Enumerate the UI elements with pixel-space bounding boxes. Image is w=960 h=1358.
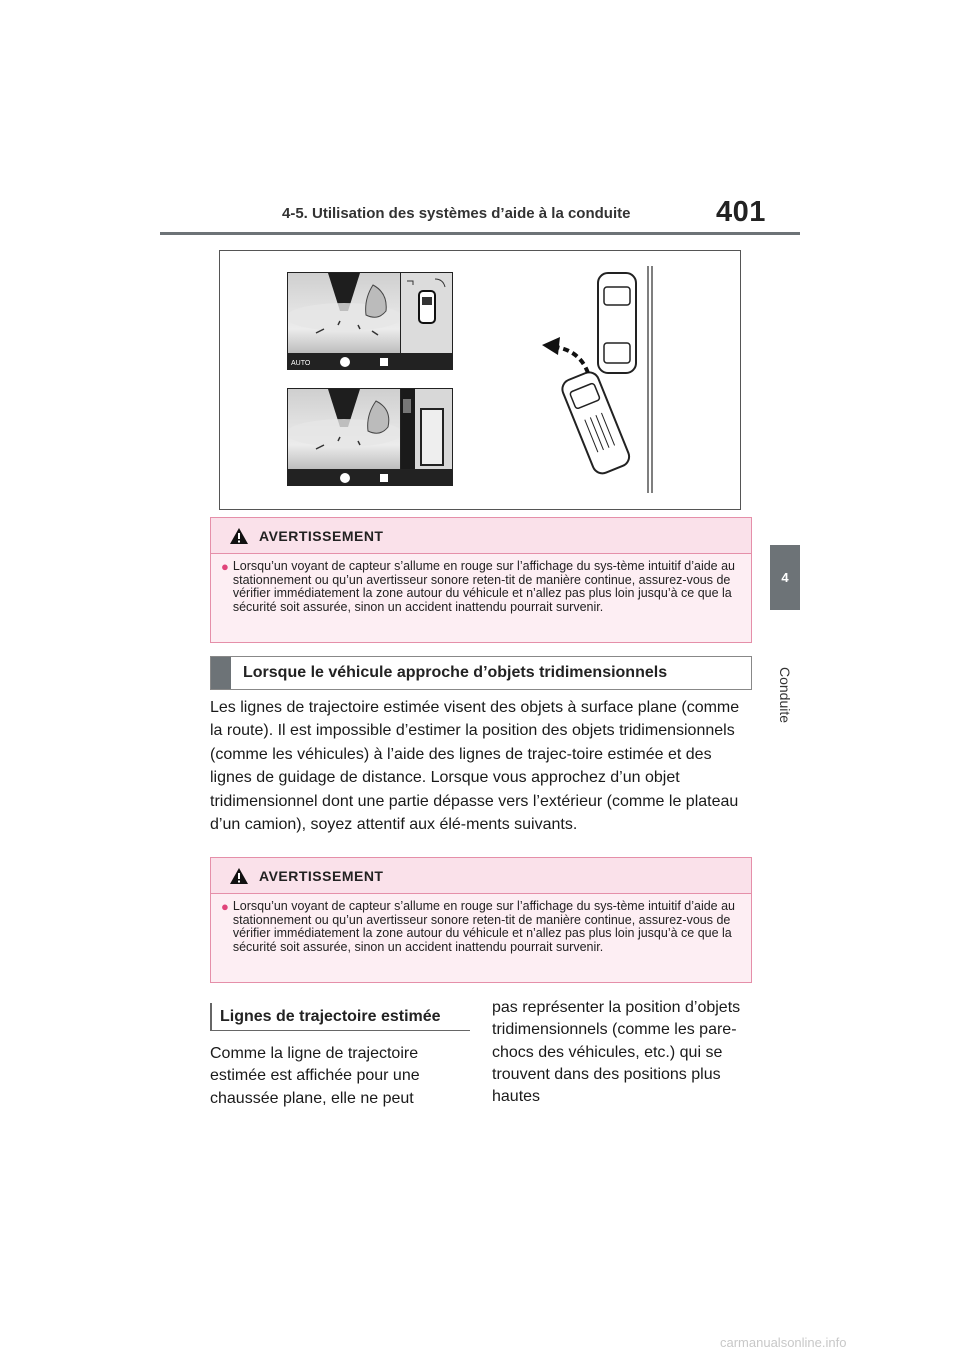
screen-status-bar — [288, 353, 452, 369]
sensor-icon — [340, 473, 350, 483]
bullet-icon: ● — [221, 559, 229, 574]
warning-header — [211, 858, 751, 894]
header-rule — [160, 232, 800, 235]
warning-box — [210, 517, 752, 643]
section-heading — [210, 656, 752, 690]
arrow-icon — [542, 337, 560, 355]
parking-diagram — [520, 261, 730, 501]
chapter-label-text: Conduite — [777, 666, 794, 724]
car-view-icon — [380, 358, 388, 366]
maneuvering-car-icon — [559, 369, 632, 476]
camera-view — [288, 389, 400, 469]
warning-body — [211, 554, 751, 622]
subsection-heading — [210, 1003, 470, 1031]
screen-status-bar — [288, 469, 452, 485]
body-paragraph: Les lignes de trajectoire estimée visent des objets à surface plane (comme la route). Il est impossible d’estimer la position des objets tridimensionnels (comme les véhicules) à l’aide des lignes de trajec-toire estimée et des lignes de guidage de distance. Lorsque vous approchez d’un objet tridimensionnel dont une partie dépasse vers l’extérieur (comme le plateau d’un camion), soyez attentif aux élé-ments suivants. — [210, 699, 740, 834]
parked-car-icon — [598, 273, 636, 373]
section-header: 4-5. Utilisation des systèmes d’aide à la conduite — [282, 205, 631, 222]
warning-title: AVERTISSEMENT — [259, 527, 384, 544]
auto-label: AUTO — [291, 360, 311, 367]
warning-text: Lorsqu’un voyant de capteur s’allume en rouge sur l’affichage du sys-tème intuitif d’aide au stationnement ou qu’un avertisseur sonore reten-tit de manière continue, assurez-vous de vérifier immédiatement la zone autour du véhicule et n’allez pas plus loin jusqu’à ce que la sécurité soit assurée, sinon un accident inattendu pourrait survenir. — [232, 559, 736, 614]
chapter-label — [760, 640, 810, 750]
warning-text: Lorsqu’un voyant de capteur s’allume en rouge sur l’affichage du sys-tème intuitif d’aide au stationnement ou qu’un avertisseur sonore reten-tit de manière continue, assurez-vous de vérifier immédiatement la zone autour du véhicule et n’allez pas plus loin jusqu’à ce que la sécurité soit assurée, sinon un accident inattendu pourrait survenir. — [232, 899, 736, 954]
car-view-icon — [380, 474, 388, 482]
sensor-icon — [340, 357, 350, 367]
parking-illustration — [219, 250, 741, 510]
warning-header — [211, 518, 751, 554]
warning-body — [211, 894, 751, 962]
page-number: 401 — [716, 196, 766, 228]
watermark: carmanualsonline.info — [720, 1335, 847, 1350]
column-right-text: pas représenter la position d’objets tridimensionnels (comme les pare-chocs des véhicules, etc.) qui se trouvent dans des positions plus hautes — [492, 999, 741, 1106]
subsection-title: Lignes de trajectoire estimée — [220, 1007, 441, 1025]
camera-view — [288, 273, 400, 353]
warning-title: AVERTISSEMENT — [259, 867, 384, 884]
warning-box — [210, 857, 752, 983]
monitor-screen-bottom — [287, 388, 453, 486]
section-title: Lorsque le véhicule approche d’objets tridimensionnels — [243, 664, 668, 681]
warning-triangle-icon — [229, 527, 249, 545]
column-left-text: Comme la ligne de trajectoire estimée est affichée pour une chaussée plane, elle ne peut — [210, 1045, 420, 1107]
bullet-icon: ● — [221, 899, 229, 914]
section-heading-bar — [211, 657, 231, 689]
warning-triangle-icon — [229, 867, 249, 885]
chapter-tab[interactable]: 4 — [770, 545, 800, 610]
monitor-screen-top — [287, 272, 453, 370]
